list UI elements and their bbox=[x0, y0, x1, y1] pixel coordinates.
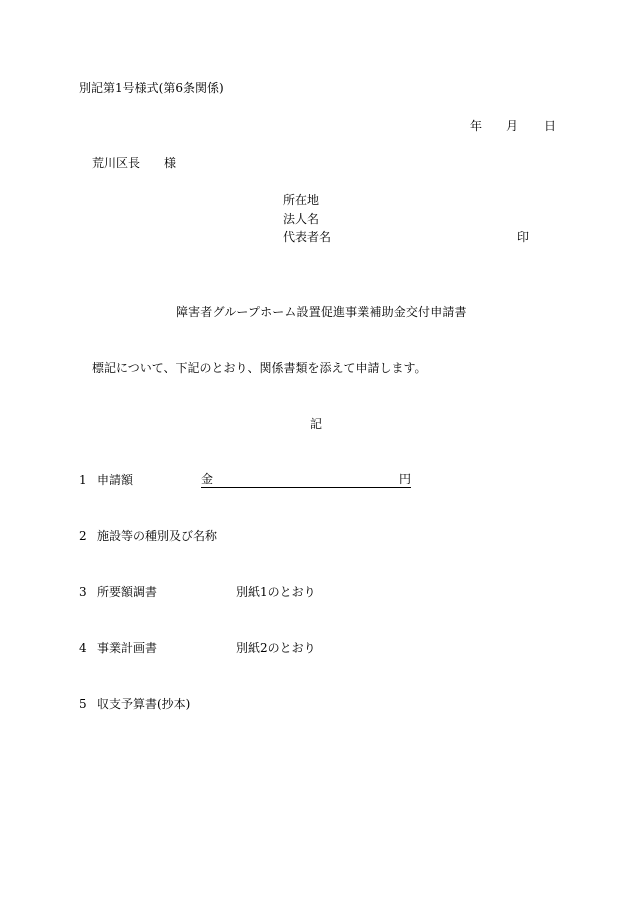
list-item bbox=[79, 698, 190, 710]
document-title: 障害者グループホーム設置促進事業補助金交付申請書 bbox=[176, 305, 467, 319]
body-text: 標記について、下記のとおり、関係書類を添えて申請します。 bbox=[92, 361, 427, 375]
amount-suffix: 円 bbox=[398, 472, 411, 486]
list-item bbox=[79, 530, 217, 542]
addressee-honorific: 様 bbox=[164, 156, 177, 170]
date-year-label: 年 bbox=[470, 119, 483, 133]
list-item bbox=[79, 474, 133, 486]
addressee-name: 荒川区長 bbox=[92, 156, 141, 170]
item-number: 5 bbox=[79, 697, 87, 711]
amount-field bbox=[201, 473, 411, 488]
item-number: 2 bbox=[79, 529, 87, 543]
date-line bbox=[470, 120, 556, 132]
list-item bbox=[79, 586, 157, 598]
item-detail: 別紙2のとおり bbox=[236, 641, 316, 655]
form-reference: 別記第1号様式(第6条関係) bbox=[79, 81, 224, 95]
applicant-block bbox=[283, 194, 331, 250]
item-label: 申請額 bbox=[97, 473, 134, 487]
address-label: 所在地 bbox=[283, 193, 320, 207]
list-item bbox=[79, 642, 157, 654]
item-number: 3 bbox=[79, 585, 87, 599]
item-detail: 別紙1のとおり bbox=[236, 585, 316, 599]
corporation-name-label: 法人名 bbox=[283, 211, 320, 226]
item-number: 1 bbox=[79, 473, 87, 487]
item-label: 所要額調書 bbox=[97, 585, 158, 599]
item-label: 収支予算書(抄本) bbox=[97, 697, 191, 711]
representative-label: 代表者名 bbox=[283, 230, 332, 244]
item-label: 事業計画書 bbox=[97, 641, 158, 655]
item-label: 施設等の種別及び名称 bbox=[97, 529, 218, 543]
seal-mark: 印 bbox=[517, 230, 530, 244]
date-month-label: 月 bbox=[506, 119, 519, 133]
date-day-label: 日 bbox=[544, 119, 557, 133]
ki-heading: 記 bbox=[310, 417, 323, 431]
amount-prefix: 金 bbox=[201, 472, 214, 486]
addressee bbox=[92, 157, 176, 169]
item-number: 4 bbox=[79, 641, 87, 655]
